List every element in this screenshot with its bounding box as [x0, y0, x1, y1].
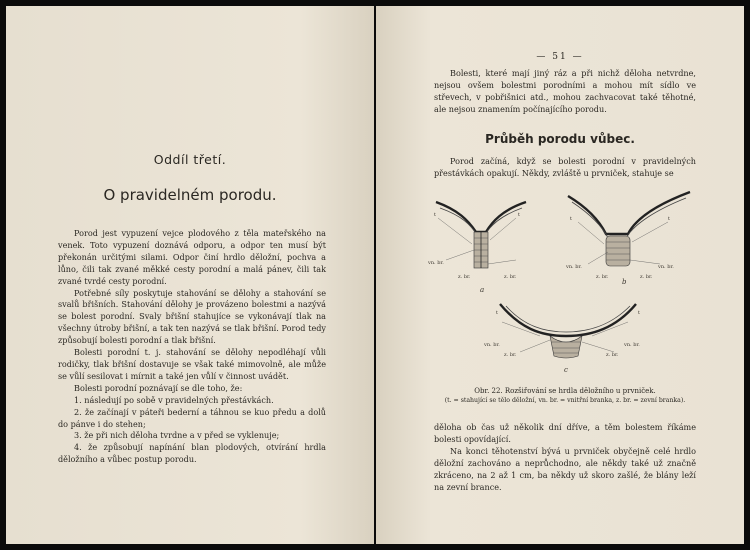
section-title: Oddíl třetí. — [153, 152, 227, 167]
figure-c-illustration — [500, 304, 636, 358]
label-t: t — [638, 310, 641, 316]
label-c: c — [564, 366, 568, 374]
label-a: a — [480, 286, 485, 294]
label-t: t — [496, 310, 499, 316]
chapter-title: O pravidelném porodu. — [103, 186, 277, 204]
label-z-br: z. br. — [606, 352, 619, 358]
paragraph: Potřebné síly poskytuje stahování se dělohy a stahování se svalů břišních. Stahování dělohy je provázeno bolestmi a nazývá se bolest porodní. Svaly břišní stahujíce se vykonávají tlak na všechny útroby břišní, a tak ten nazývá se tlak břišní. Porod tedy způsobují bolesti porodní a tlak břišní. — [58, 287, 326, 346]
left-page — [6, 6, 374, 544]
list-item: 4. že způsobují napínání blan plodových, otvírání hrdla děložního a vůbec postup porodu. — [58, 442, 326, 465]
right-page — [376, 6, 744, 544]
label-z-br: z. br. — [504, 352, 517, 358]
label-vn-br: vn. br. — [484, 342, 500, 348]
label-t: t — [668, 216, 671, 222]
book-spread — [6, 6, 744, 544]
caption-title: Obr. 22. Rozšiřování se hrdla děložního u prvniček. — [474, 387, 656, 395]
paragraph: Porod jest vypuzení vejce plodového z těla mateřského na venek. Toto vypuzení doznává odporu, a odpor ten musí být překonán určitými silami. Odpor činí hrdlo děložní, pochva a lůno, čili tak zvané měkké cesty porodní a malá pánev, čili tak zvané tvrdé cesty porodní. — [58, 228, 326, 286]
list-item: 1. následují po sobě v pravidelných přestávkách. — [74, 394, 274, 405]
list-item: 2. že začínají v páteři bederní a táhnou se kuo předu a dolů do pánve i do stehen; — [58, 406, 326, 429]
paragraph: Bolesti, které mají jiný ráz a při nichž děloha netvrdne, nejsou ovšem bolestmi porodními a mohou mít sídlo ve střevech, v pobřišnici atd., mohou zachvacovat také těhotné, ale nejsou znamením počínajícího porodu. — [434, 68, 696, 114]
paragraph: Bolesti porodní poznávají se dle toho, že: — [74, 382, 243, 393]
figure-a-illustration — [436, 202, 526, 268]
label-z-br: z. br. — [458, 274, 471, 280]
intro-text — [434, 68, 696, 116]
body-text-1 — [434, 156, 696, 180]
figure-caption — [436, 387, 694, 405]
label-vn-br: vn. br. — [658, 264, 674, 270]
subheading: Průběh porodu vůbec. — [485, 132, 635, 146]
label-t: t — [570, 216, 573, 222]
label-t: t — [434, 212, 437, 218]
list-item: 3. že při nich děloha tvrdne a v před se vyklenuje; — [74, 430, 280, 441]
figure-b-illustration — [568, 192, 690, 266]
label-z-br: z. br. — [640, 274, 653, 280]
paragraph: děloha ob čas už několik dní dříve, a těm bolestem říkáme bolesti opovídající. — [434, 422, 696, 444]
label-vn-br: vn. br. — [624, 342, 640, 348]
body-text-2 — [434, 422, 696, 493]
label-vn-br: vn. br. — [566, 264, 582, 270]
label-vn-br: vn. br. — [428, 260, 444, 266]
caption-note: (t. = stahující se tělo děložní, vn. br. = vnitřní branka, z. br. = zevní branka). — [444, 397, 686, 404]
label-b: b — [622, 278, 627, 286]
label-z-br: z. br. — [504, 274, 517, 280]
page-number: — 51 — — [536, 52, 584, 62]
paragraph: Na konci těhotenství bývá u prvniček obyčejně celé hrdlo děložní zachováno a neprůchodno, ale někdy také už značně zkráceno, na 2 až 1 cm, ba někdy už skoro zašlé, že blány leží na zevní brance. — [434, 445, 696, 492]
paragraph: Bolesti porodní t. j. stahování se dělohy nepodléhají vůli rodičky, tlak břišní dostavuje se však také mimovolně, ale může se vůlí sesilovat i mírnit a také jen vůlí v činnost uvádět. — [58, 347, 326, 381]
paragraph: Porod začíná, když se bolesti porodní v pravidelných přestávkách opakují. Někdy, zvláště u prvniček, stahuje se — [434, 156, 696, 178]
left-body-text — [58, 228, 326, 466]
label-z-br: z. br. — [596, 274, 609, 280]
cervix-dilation-figure — [428, 188, 704, 378]
label-t: t — [518, 212, 521, 218]
